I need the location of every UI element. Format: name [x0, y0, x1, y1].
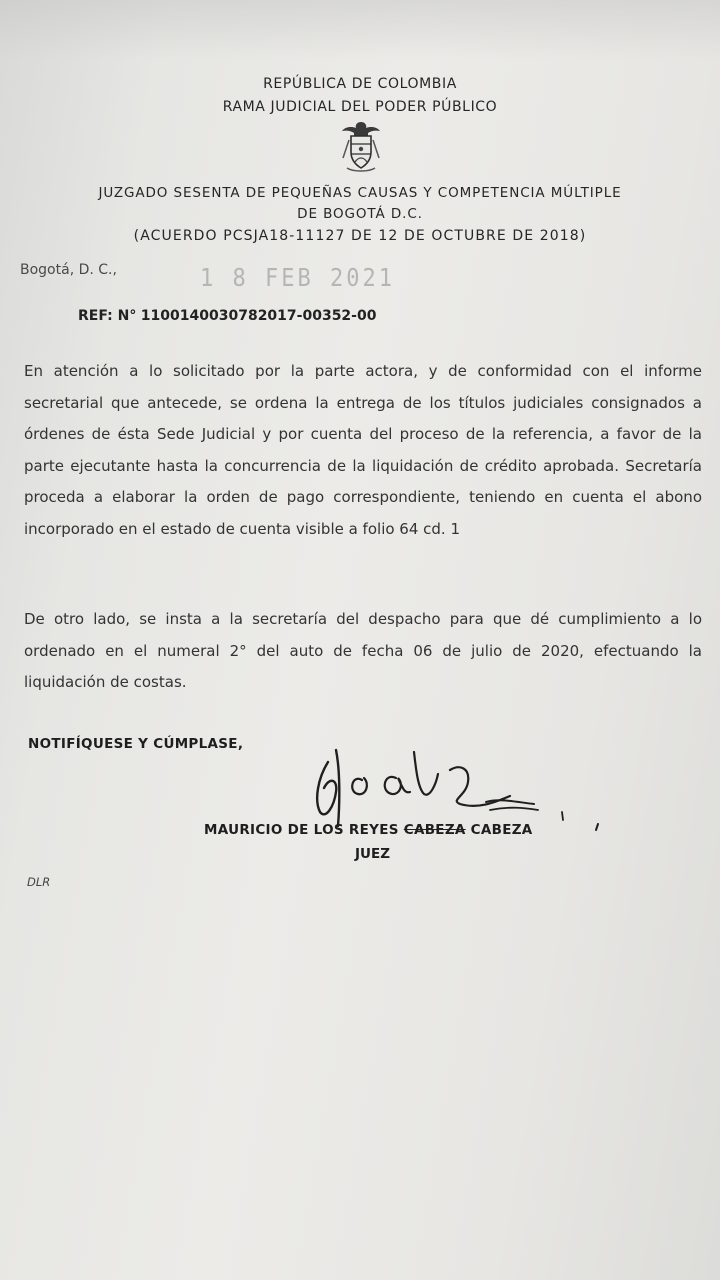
- header-country: REPÚBLICA DE COLOMBIA: [263, 76, 457, 92]
- court-name-line1: JUZGADO SESENTA DE PEQUEÑAS CAUSAS Y COMPETENCIA MÚLTIPLE: [98, 185, 622, 201]
- judge-name-part3: CABEZA: [470, 822, 533, 838]
- body-paragraph-2: De otro lado, se insta a la secretaría del despacho para que dé cumplimiento a lo ordenado en el numeral 2° del auto de fecha 06 de julio de 2020, efectuando la liquidación de costas.: [24, 610, 702, 691]
- judge-name: [204, 822, 533, 838]
- judge-name-part1: MAURICIO DE LOS REYES: [204, 822, 399, 838]
- reference-number: 1100140030782017-00352-00: [140, 308, 377, 324]
- page-shadow: [0, 0, 720, 60]
- court-name-line2: DE BOGOTÁ D.C.: [297, 206, 423, 222]
- body-paragraph-1: En atención a lo solicitado por la parte actora, y de conformidad con el informe secretarial que antecede, se ordena la entrega de los títulos judiciales consignados a órdenes de ésta Sede Judicial y por cuenta del proceso de la referencia, a favor de la parte ejecutante hasta la concurrencia de la liquidación de crédito aprobada. Secretaría proceda a elaborar la orden de pago correspondiente, teniendo en cuenta el abono incorporado en el estado de cuenta visible a folio 64 cd. 1: [24, 362, 702, 538]
- closing-formula: NOTIFÍQUESE Y CÚMPLASE,: [28, 736, 244, 752]
- judge-title: JUEZ: [355, 846, 390, 862]
- place-label: Bogotá, D. C.,: [20, 262, 117, 278]
- reference-label: REF: N°: [78, 308, 137, 324]
- acuerdo-line: (ACUERDO PCSJA18-11127 DE 12 DE OCTUBRE DE 2018): [133, 228, 587, 244]
- reference-line: [78, 308, 376, 324]
- initials: DLR: [27, 875, 51, 889]
- judge-name-part2-struck: CABEZA: [403, 822, 466, 838]
- date-stamp: 1 8 FEB 2021: [200, 264, 395, 293]
- colombia-coat-of-arms-icon: [339, 118, 383, 174]
- header-branch: RAMA JUDICIAL DEL PODER PÚBLICO: [222, 99, 498, 115]
